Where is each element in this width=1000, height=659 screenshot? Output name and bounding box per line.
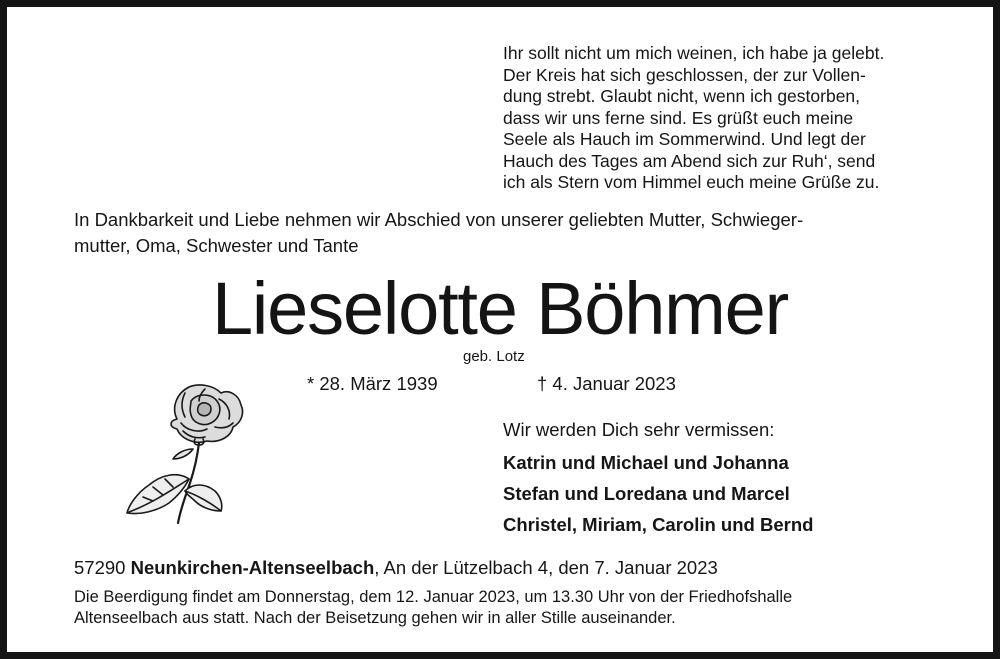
funeral-line: Die Beerdigung findet am Donnerstag, dem 12. Januar 2023, um 13.30 Uhr von der Friedhofshalle [74, 588, 793, 606]
intro-line: In Dankbarkeit und Liebe nehmen wir Abschied von unserer geliebten Mutter, Schwieger- [74, 209, 804, 230]
poem-line: Ihr sollt nicht um mich weinen, ich habe ja gelebt. [503, 43, 885, 63]
address-place: Neunkirchen-Altenseelbach [130, 557, 375, 578]
deceased-name: Lieselotte Böhmer [211, 267, 789, 350]
funeral-info [74, 587, 792, 629]
mourner-line: Katrin und Michael und Johanna [503, 452, 789, 473]
mourners-list [503, 447, 813, 540]
address-line [74, 555, 718, 581]
mourner-line: Stefan und Loredana und Marcel [503, 483, 790, 504]
poem-line: Hauch des Tages am Abend sich zur Ruh‘, send [503, 150, 876, 171]
poem-line: Seele als Hauch im Sommerwind. Und legt der [503, 129, 866, 149]
birth-date: * 28. März 1939 [307, 373, 438, 394]
address-rest: , An der Lützelbach 4, den 7. Januar 2023 [374, 557, 718, 578]
mourners-intro: Wir werden Dich sehr vermissen: [503, 419, 775, 440]
rose-icon [115, 379, 251, 529]
intro-text [74, 207, 803, 259]
funeral-line: Altenseelbach aus statt. Nach der Beisetzung gehen wir in aller Stille auseinander. [74, 609, 676, 627]
address-postcode: 57290 [74, 557, 126, 578]
poem [503, 43, 884, 194]
poem-line: dass wir uns ferne sind. Es grüßt euch meine [503, 107, 854, 128]
poem-line: ich als Stern vom Himmel euch meine Grüße zu. [503, 172, 880, 192]
poem-line: dung strebt. Glaubt nicht, wenn ich gestorben, [503, 86, 861, 106]
maiden-name: geb. Lotz [463, 348, 525, 365]
intro-line: mutter, Oma, Schwester und Tante [74, 235, 359, 256]
poem-line: Der Kreis hat sich geschlossen, der zur Vollen- [503, 64, 866, 85]
mourner-line: Christel, Miriam, Carolin und Bernd [503, 514, 814, 535]
death-date: † 4. Januar 2023 [537, 373, 676, 394]
